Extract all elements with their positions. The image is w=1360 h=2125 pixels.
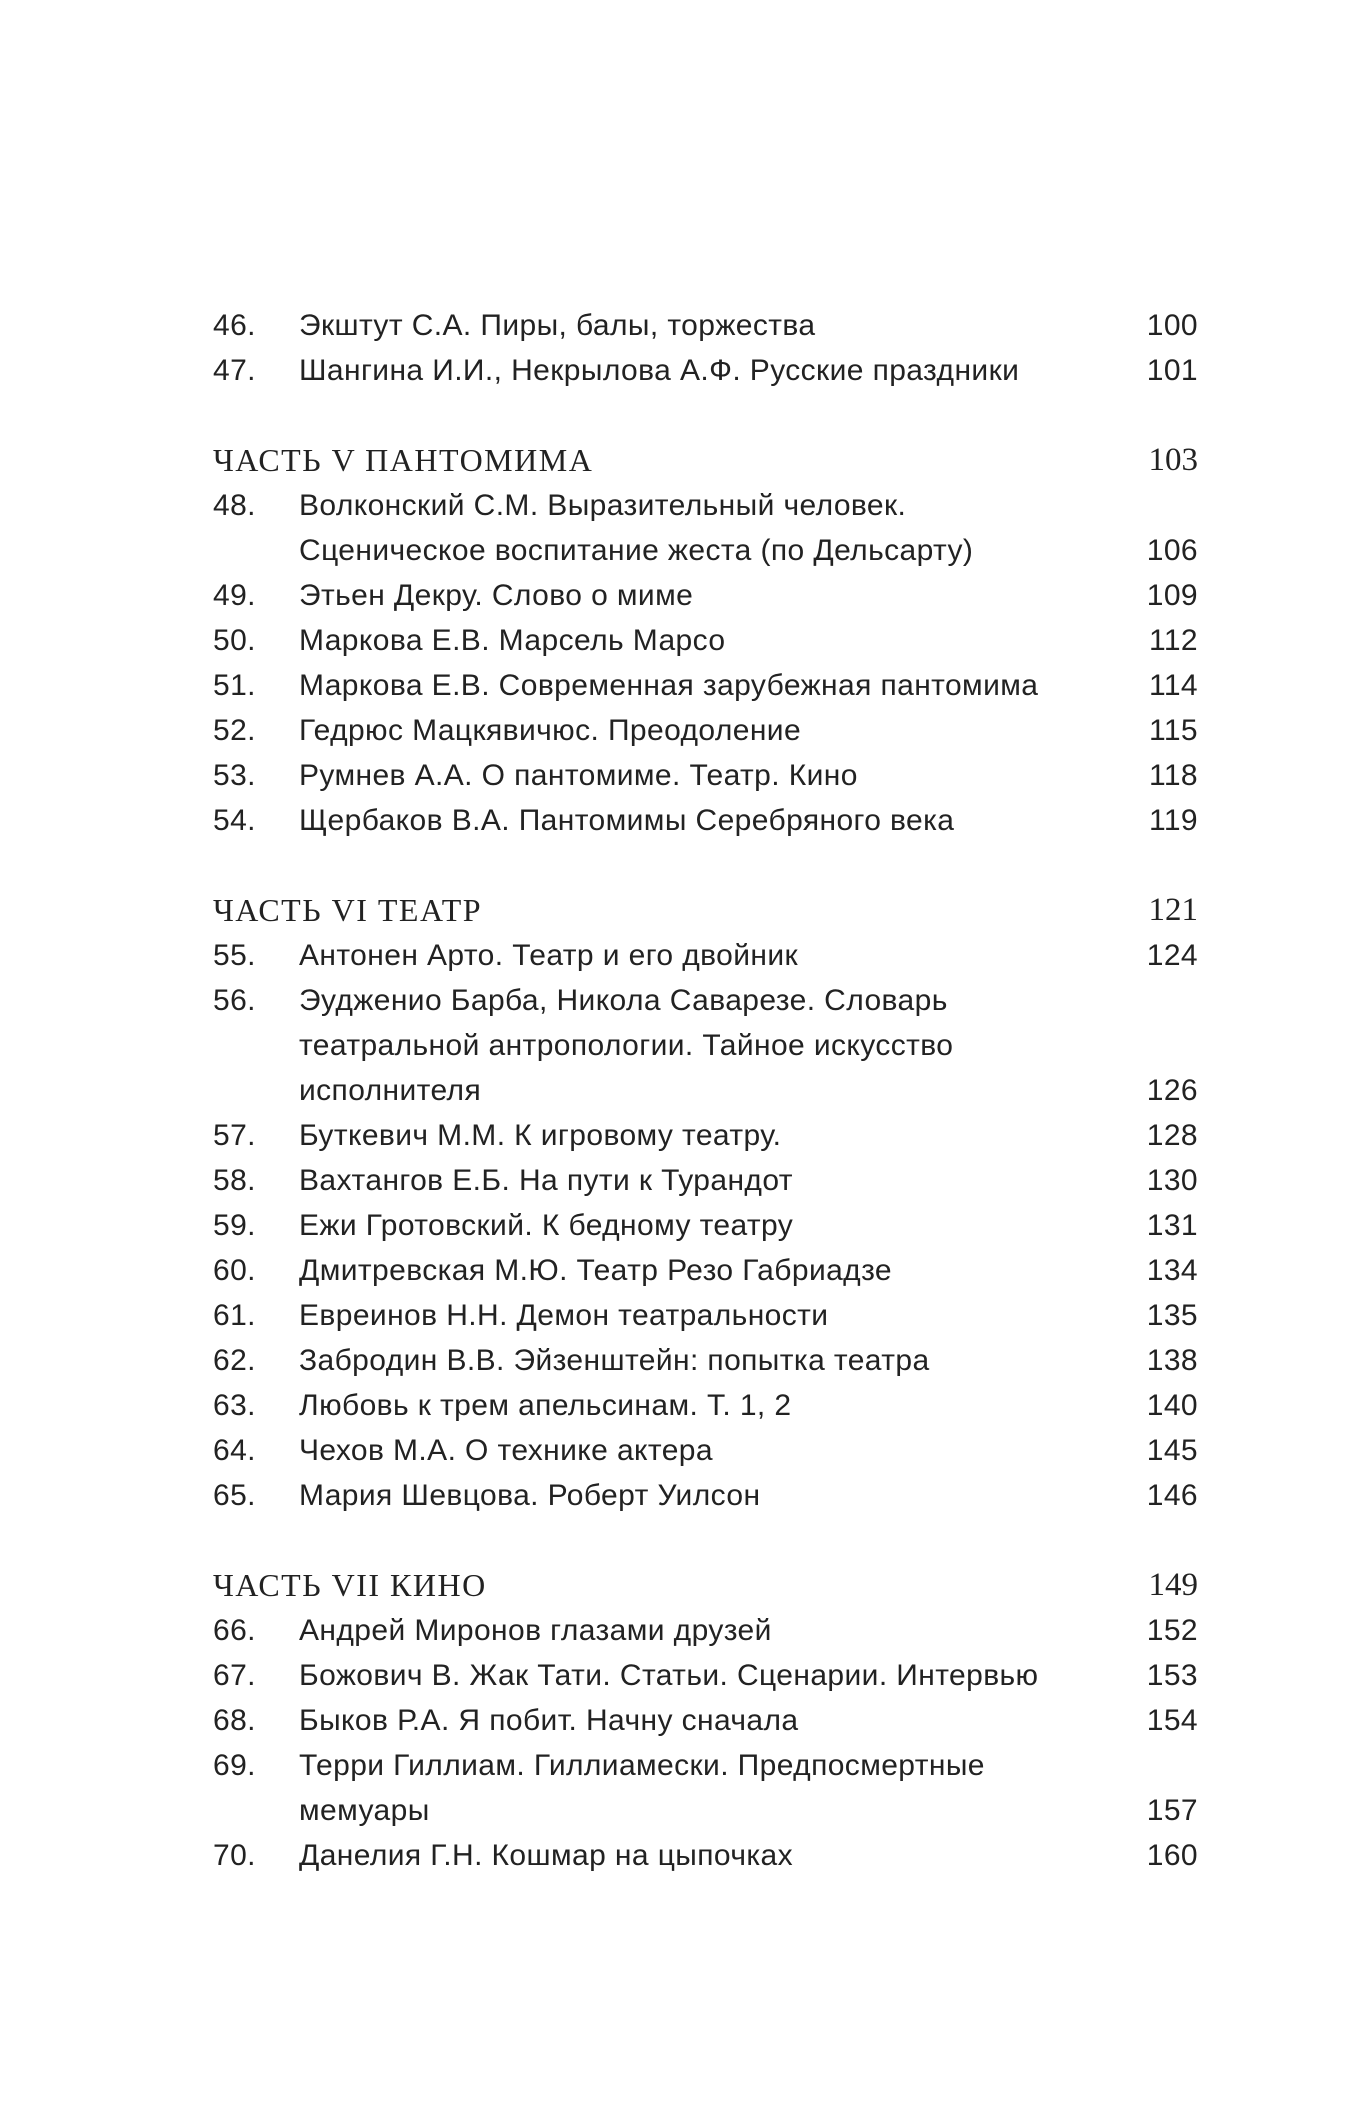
section-title: ЧАСТЬ V ПАНТОМИМА xyxy=(213,442,594,478)
entry-page-number: 100 xyxy=(1146,309,1198,342)
toc-entry-line xyxy=(213,708,1198,753)
entry-title: Ежи Гротовский. К бедному театру xyxy=(299,1209,794,1242)
entry-page-number: 145 xyxy=(1146,1434,1198,1467)
entry-number: 59. xyxy=(213,1209,256,1242)
entry-title: Эудженио Барба, Никола Саварезе. Словарь xyxy=(299,984,948,1017)
entry-number: 46. xyxy=(213,309,256,342)
toc-entry-line xyxy=(213,528,1198,573)
entry-title: Шангина И.И., Некрылова А.Ф. Русские праздники xyxy=(299,354,1020,387)
entry-title: Антонен Арто. Театр и его двойник xyxy=(299,939,799,972)
toc-entry xyxy=(213,708,1198,753)
entry-page-number: 138 xyxy=(1146,1344,1198,1377)
table-of-contents xyxy=(213,303,1198,1878)
section-page-number: 149 xyxy=(1148,1567,1198,1603)
entry-title: Евреинов Н.Н. Демон театральности xyxy=(299,1299,829,1332)
toc-entry-line xyxy=(213,933,1198,978)
entry-title: Волконский С.М. Выразительный человек. xyxy=(299,489,907,522)
entry-page-number: 154 xyxy=(1146,1704,1198,1737)
entry-title: Быков Р.А. Я побит. Начну сначала xyxy=(299,1704,799,1737)
toc-entry-line xyxy=(213,798,1198,843)
toc-entry-line xyxy=(213,303,1198,348)
entry-page-number: 109 xyxy=(1146,579,1198,612)
toc-entry-line xyxy=(213,1428,1198,1473)
entry-title: Вахтангов Е.Б. На пути к Турандот xyxy=(299,1164,793,1197)
entry-page-number: 119 xyxy=(1148,804,1198,837)
entry-page-number: 157 xyxy=(1146,1794,1198,1827)
toc-entry-line xyxy=(213,618,1198,663)
toc-entry-line xyxy=(213,1833,1198,1878)
entry-number: 49. xyxy=(213,579,256,612)
entry-number: 61. xyxy=(213,1299,256,1332)
toc-entry xyxy=(213,1293,1198,1338)
entry-number: 58. xyxy=(213,1164,256,1197)
entry-number: 68. xyxy=(213,1704,256,1737)
toc-entry xyxy=(213,1653,1198,1698)
entry-number: 64. xyxy=(213,1434,256,1467)
entry-page-number: 118 xyxy=(1148,759,1198,792)
toc-entry xyxy=(213,1248,1198,1293)
entry-number: 69. xyxy=(213,1749,256,1782)
toc-entry xyxy=(213,1383,1198,1428)
entry-title: Чехов М.А. О технике актера xyxy=(299,1434,713,1467)
entry-title: Божович В. Жак Тати. Статьи. Сценарии. Интервью xyxy=(299,1659,1039,1692)
entry-number: 62. xyxy=(213,1344,256,1377)
toc-entry xyxy=(213,663,1198,708)
entry-number: 53. xyxy=(213,759,256,792)
entry-title: Щербаков В.А. Пантомимы Серебряного века xyxy=(299,804,955,837)
toc-entry xyxy=(213,798,1198,843)
toc-entry-line xyxy=(213,753,1198,798)
toc-entry-line xyxy=(213,1608,1198,1653)
toc-entry-line xyxy=(213,483,1198,528)
entry-title: Гедрюс Мацкявичюс. Преодоление xyxy=(299,714,802,747)
section-page-number: 103 xyxy=(1148,442,1198,478)
entry-title: Любовь к трем апельсинам. Т. 1, 2 xyxy=(299,1389,792,1422)
section-title: ЧАСТЬ VII КИНО xyxy=(213,1567,487,1603)
entry-number: 52. xyxy=(213,714,256,747)
entry-title: Дмитревская М.Ю. Театр Резо Габриадзе xyxy=(299,1254,892,1287)
entry-number: 70. xyxy=(213,1839,256,1872)
toc-entry-line xyxy=(213,1023,1198,1068)
section-spacer xyxy=(213,393,1198,438)
entry-page-number: 112 xyxy=(1148,624,1198,657)
section-spacer xyxy=(213,843,1198,888)
entry-page-number: 126 xyxy=(1146,1074,1198,1107)
toc-entry-line xyxy=(213,1788,1198,1833)
entry-title: Забродин В.В. Эйзенштейн: попытка театра xyxy=(299,1344,930,1377)
entry-page-number: 152 xyxy=(1146,1614,1198,1647)
entry-title: исполнителя xyxy=(299,1074,482,1107)
entry-number: 56. xyxy=(213,984,256,1017)
entry-page-number: 131 xyxy=(1146,1209,1198,1242)
entry-number: 55. xyxy=(213,939,256,972)
entry-number: 47. xyxy=(213,354,256,387)
toc-entry xyxy=(213,303,1198,348)
entry-number: 51. xyxy=(213,669,256,702)
toc-entry xyxy=(213,978,1198,1113)
toc-entry xyxy=(213,1113,1198,1158)
toc-entry-line xyxy=(213,1698,1198,1743)
entry-title: театральной антропологии. Тайное искусство xyxy=(299,1029,954,1062)
entry-number: 54. xyxy=(213,804,256,837)
entry-page-number: 124 xyxy=(1146,939,1198,972)
entry-title: Румнев А.А. О пантомиме. Театр. Кино xyxy=(299,759,858,792)
section-heading xyxy=(213,438,1198,483)
entry-page-number: 101 xyxy=(1146,354,1198,387)
toc-entry-line xyxy=(213,1653,1198,1698)
entry-page-number: 160 xyxy=(1146,1839,1198,1872)
entry-number: 57. xyxy=(213,1119,256,1152)
toc-entry xyxy=(213,618,1198,663)
entry-number: 63. xyxy=(213,1389,256,1422)
entry-title: Сценическое воспитание жеста (по Дельсарту) xyxy=(299,534,974,567)
section-page-number: 121 xyxy=(1148,892,1198,928)
entry-page-number: 106 xyxy=(1146,534,1198,567)
toc-entry xyxy=(213,1698,1198,1743)
toc-entry-line xyxy=(213,1203,1198,1248)
entry-title: Маркова Е.В. Марсель Марсо xyxy=(299,624,726,657)
entry-page-number: 130 xyxy=(1146,1164,1198,1197)
toc-entry xyxy=(213,1743,1198,1833)
toc-entry xyxy=(213,1473,1198,1518)
toc-entry-line xyxy=(213,1383,1198,1428)
toc-entry xyxy=(213,1158,1198,1203)
toc-entry-line xyxy=(213,1158,1198,1203)
toc-entry-line xyxy=(213,573,1198,618)
entry-title: Экштут С.А. Пиры, балы, торжества xyxy=(299,309,816,342)
entry-number: 48. xyxy=(213,489,256,522)
entry-title: Данелия Г.Н. Кошмар на цыпочках xyxy=(299,1839,794,1872)
toc-entry xyxy=(213,1428,1198,1473)
entry-page-number: 114 xyxy=(1148,669,1198,702)
toc-entry xyxy=(213,573,1198,618)
toc-entry-line xyxy=(213,1113,1198,1158)
toc-entry-line xyxy=(213,1473,1198,1518)
entry-number: 67. xyxy=(213,1659,256,1692)
section-heading xyxy=(213,888,1198,933)
entry-number: 66. xyxy=(213,1614,256,1647)
entry-title: Маркова Е.В. Современная зарубежная пантомима xyxy=(299,669,1039,702)
toc-entry xyxy=(213,1833,1198,1878)
entry-title: Мария Шевцова. Роберт Уилсон xyxy=(299,1479,761,1512)
section-heading xyxy=(213,1563,1198,1608)
entry-title: Терри Гиллиам. Гиллиамески. Предпосмертные xyxy=(299,1749,985,1782)
entry-page-number: 115 xyxy=(1148,714,1198,747)
toc-entry xyxy=(213,753,1198,798)
toc-entry-line xyxy=(213,978,1198,1023)
entry-title: Андрей Миронов глазами друзей xyxy=(299,1614,772,1647)
entry-page-number: 140 xyxy=(1146,1389,1198,1422)
entry-title: Этьен Декру. Слово о миме xyxy=(299,579,694,612)
toc-entry xyxy=(213,348,1198,393)
toc-entry-line xyxy=(213,348,1198,393)
entry-number: 50. xyxy=(213,624,256,657)
entry-title: Буткевич М.М. К игровому театру. xyxy=(299,1119,782,1152)
entry-title: мемуары xyxy=(299,1794,430,1827)
toc-entry-line xyxy=(213,663,1198,708)
toc-entry-line xyxy=(213,1248,1198,1293)
toc-entry xyxy=(213,1203,1198,1248)
entry-page-number: 146 xyxy=(1146,1479,1198,1512)
entry-number: 65. xyxy=(213,1479,256,1512)
section-spacer xyxy=(213,1518,1198,1563)
toc-entry-line xyxy=(213,1068,1198,1113)
toc-entry xyxy=(213,483,1198,573)
toc-entry xyxy=(213,933,1198,978)
toc-entry xyxy=(213,1338,1198,1383)
entry-page-number: 153 xyxy=(1146,1659,1198,1692)
toc-entry-line xyxy=(213,1338,1198,1383)
toc-entry xyxy=(213,1608,1198,1653)
toc-entry-line xyxy=(213,1743,1198,1788)
entry-page-number: 134 xyxy=(1146,1254,1198,1287)
entry-number: 60. xyxy=(213,1254,256,1287)
section-title: ЧАСТЬ VI ТЕАТР xyxy=(213,892,483,928)
entry-page-number: 135 xyxy=(1146,1299,1198,1332)
entry-page-number: 128 xyxy=(1146,1119,1198,1152)
toc-entry-line xyxy=(213,1293,1198,1338)
